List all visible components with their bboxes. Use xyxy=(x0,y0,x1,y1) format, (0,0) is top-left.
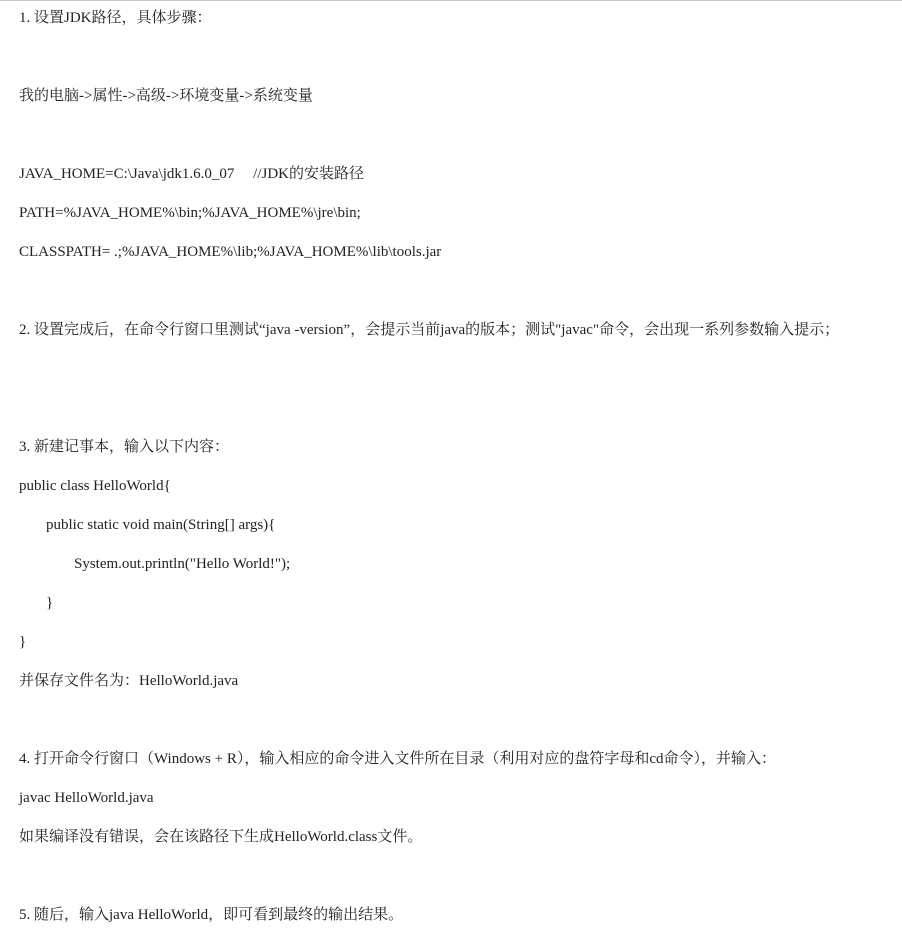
java-home-line: JAVA_HOME=C:\Java\jdk1.6.0_07 //JDK的安装路径 xyxy=(19,166,365,182)
step4-text: 4. 打开命令行窗口（Windows + R），输入相应的命令进入文件所在目录（利用对应的盘符字母和cd命令），并输入： xyxy=(19,751,777,767)
javac-command: javac HelloWorld.java xyxy=(19,790,154,806)
code-line-println: System.out.println("Hello World!"); xyxy=(74,556,291,572)
step3-title: 3. 新建记事本，输入以下内容： xyxy=(19,439,230,455)
compile-note: 如果编译没有错误，会在该路径下生成HelloWorld.class文件。 xyxy=(19,829,423,845)
code-line-main: public static void main(String[] args){ xyxy=(46,517,276,533)
path-line: PATH=%JAVA_HOME%\bin;%JAVA_HOME%\jre\bin; xyxy=(19,205,361,221)
code-line-close-class: } xyxy=(19,634,27,650)
step1-path: 我的电脑->属性->高级->环境变量->系统变量 xyxy=(19,88,313,104)
step2-text: 2. 设置完成后，在命令行窗口里测试“java -version”，会提示当前java的版本；测试"javac"命令，会出现一系列参数输入提示； xyxy=(19,322,840,338)
code-line-class: public class HelloWorld{ xyxy=(19,478,171,494)
save-as-text: 并保存文件名为：HelloWorld.java xyxy=(19,673,239,689)
step1-title: 1. 设置JDK路径，具体步骤： xyxy=(19,10,212,26)
code-line-close-main: } xyxy=(46,595,54,611)
classpath-line: CLASSPATH= .;%JAVA_HOME%\lib;%JAVA_HOME%\lib\tools.jar xyxy=(19,244,442,260)
top-divider xyxy=(0,0,902,1)
step5-text: 5. 随后，输入java HelloWorld，即可看到最终的输出结果。 xyxy=(19,907,404,923)
